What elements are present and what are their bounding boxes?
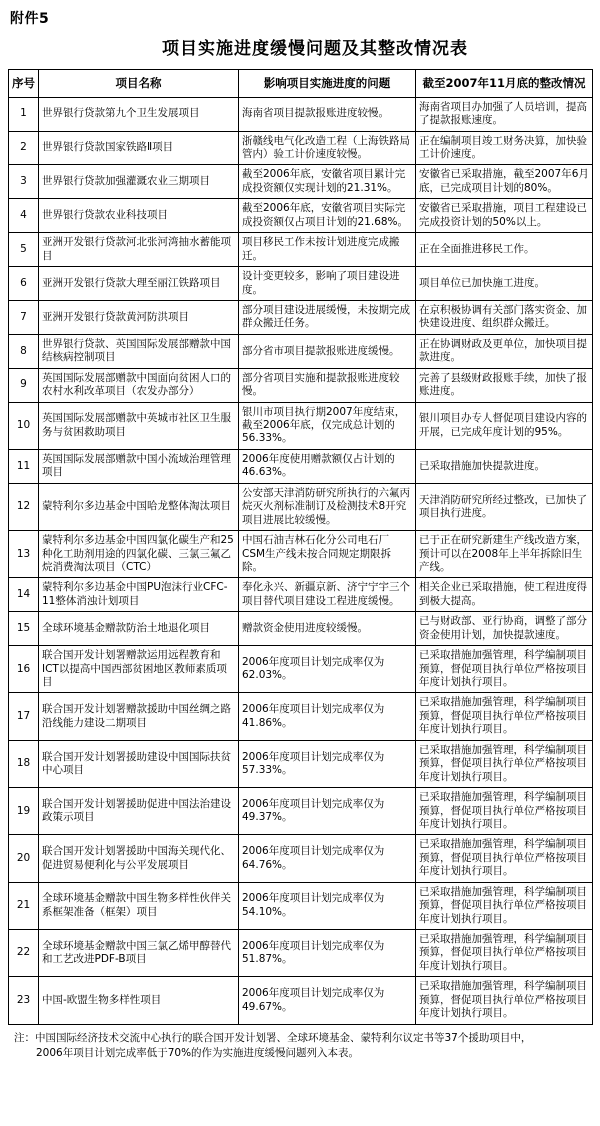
page-title: 项目实施进度缓慢问题及其整改情况表 [162,39,468,59]
cell-rectification: 已采取措施加强管理，科学编制项目预算，督促项目执行单位严格按项目年度计划执行项目。 [416,646,593,693]
column-header-fix: 截至2007年11月底的整改情况 [416,70,593,98]
cell-rectification: 海南省项目办加强了人员培训，提高了提款报账速度。 [416,97,593,131]
cell-no: 22 [9,930,39,977]
cell-project-name: 联合国开发计划署赠款援助中国丝绸之路沿线能力建设二期项目 [39,693,239,740]
table-row [9,977,593,1024]
progress-issues-table [8,69,593,1025]
cell-project-name: 世界银行贷款农业科技项目 [39,199,239,233]
cell-project-name: 世界银行贷款国家铁路Ⅱ项目 [39,131,239,165]
cell-problem: 2006年度项目计划完成率仅为54.10%。 [239,882,416,929]
table-row [9,646,593,693]
cell-project-name: 蒙特利尔多边基金中国四氯化碳生产和25种化工助剂用途的四氯化碳、三氯三氟乙烷消费淘汰项目（CTC） [39,531,239,578]
cell-rectification: 安徽省已采取措施，项目工程建设已完成投资计划的50%以上。 [416,199,593,233]
column-header-name: 项目名称 [39,70,239,98]
table-row [9,131,593,165]
cell-problem: 奉化永兴、新疆京新、济宁宁宇三个项目替代项目建设工程进度缓慢。 [239,578,416,612]
cell-problem: 2006年度项目计划完成率仅为41.86%。 [239,693,416,740]
cell-no: 21 [9,882,39,929]
cell-no: 17 [9,693,39,740]
table-row [9,402,593,449]
column-header-problem: 影响项目实施进度的问题 [239,70,416,98]
cell-no: 10 [9,402,39,449]
table-row [9,578,593,612]
table-row [9,930,593,977]
table-note [14,1031,590,1061]
cell-project-name: 联合国开发计划署援助促进中国法治建设政策示项目 [39,788,239,835]
cell-no: 16 [9,646,39,693]
table-row [9,449,593,483]
cell-project-name: 全球环境基金赠款中国三氯乙烯甲醇替代和工艺改进PDF-B项目 [39,930,239,977]
table-row [9,199,593,233]
cell-project-name: 蒙特利尔多边基金中国PU泡沫行业CFC-11整体消浊计划项目 [39,578,239,612]
cell-problem: 2006年度项目计划完成率仅为49.37%。 [239,788,416,835]
cell-problem: 项目移民工作未按计划进度完成搬迁。 [239,233,416,267]
cell-no: 1 [9,97,39,131]
cell-rectification: 已采取措施加强管理，科学编制项目预算，督促项目执行单位严格按项目年度计划执行项目。 [416,930,593,977]
table-header-row [9,70,593,98]
cell-problem: 公安部天津消防研究所执行的六氟丙烷灭火剂标准制订及检测技术8开究项目进展比较缓慢。 [239,483,416,530]
cell-problem: 2006年度使用赠款额仅占计划的46.63%。 [239,449,416,483]
cell-rectification: 已采取措施加强管理，科学编制项目预算，督促项目执行单位严格按项目年度计划执行项目。 [416,835,593,882]
cell-rectification: 在京积极协调有关部门落实资金、加快建设进度、组织群众搬迁。 [416,300,593,334]
table-row [9,740,593,787]
cell-project-name: 全球环境基金赠款中国生物多样性伙伴关系框架准备（框架）项目 [39,882,239,929]
table-row [9,233,593,267]
cell-problem: 赠款资金使用进度较缓慢。 [239,612,416,646]
cell-problem: 截至2006年底，安徽省项目累计完成投资额仅实现计划的21.31%。 [239,165,416,199]
table-row [9,835,593,882]
cell-no: 20 [9,835,39,882]
table-row [9,368,593,402]
cell-problem: 中国石油吉林石化分公司电石厂CSM生产线未按合同规定期限拆除。 [239,531,416,578]
cell-rectification: 已采取措施加强管理，科学编制项目预算，督促项目执行单位严格按项目年度计划执行项目。 [416,740,593,787]
cell-project-name: 世界银行贷款、英国国际发展部赠款中国结核病控制项目 [39,334,239,368]
cell-project-name: 亚洲开发银行贷款大理至丽江铁路项目 [39,267,239,301]
table-row [9,693,593,740]
cell-problem: 部分项目建设进展缓慢，未按期完成群众搬迁任务。 [239,300,416,334]
cell-project-name: 联合国开发计划署援助中国海关现代化、促进贸易便利化与公平发展项目 [39,835,239,882]
cell-rectification: 已采取措施加强管理，科学编制项目预算，督促项目执行单位严格按项目年度计划执行项目。 [416,882,593,929]
cell-rectification: 已采取措施加强管理，科学编制项目预算，督促项目执行单位严格按项目年度计划执行项目。 [416,977,593,1024]
attachment-number: 附件5 [10,11,50,27]
table-row [9,612,593,646]
cell-no: 14 [9,578,39,612]
note-line-2: 2006年项目计划完成率低于70%的作为实施进度缓慢问题列入本表。 [36,1046,360,1059]
cell-project-name: 中国-欧盟生物多样性项目 [39,977,239,1024]
cell-rectification: 已采取措施加强管理，科学编制项目预算，督促项目执行单位严格按项目年度计划执行项目。 [416,693,593,740]
cell-no: 6 [9,267,39,301]
cell-no: 13 [9,531,39,578]
cell-rectification: 正在编制项目竣工财务决算，加快验工计价速度。 [416,131,593,165]
cell-problem: 2006年度项目计划完成率仅为64.76%。 [239,835,416,882]
cell-problem: 2006年度项目计划完成率仅为51.87%。 [239,930,416,977]
cell-rectification: 安徽省已采取措施，截至2007年6月底，已完成项目计划的80%。 [416,165,593,199]
cell-project-name: 英国国际发展部赠款中英城市社区卫生服务与贫困救助项目 [39,402,239,449]
cell-problem: 浙赣线电气化改造工程（上海铁路局管内）验工计价速度较慢。 [239,131,416,165]
table-row [9,165,593,199]
cell-no: 12 [9,483,39,530]
cell-no: 2 [9,131,39,165]
cell-no: 8 [9,334,39,368]
table-row [9,483,593,530]
cell-no: 23 [9,977,39,1024]
cell-rectification: 项目单位已加快施工进度。 [416,267,593,301]
table-row [9,300,593,334]
cell-project-name: 英国国际发展部赠款中国面向贫困人口的农村水利改革项目（农发办部分） [39,368,239,402]
cell-no: 11 [9,449,39,483]
cell-rectification: 银川项目办专人督促项目建设内容的开展，已完成年度计划的95%。 [416,402,593,449]
cell-rectification: 天津消防研究所经过整改，已加快了项目执行进度。 [416,483,593,530]
table-row [9,267,593,301]
cell-problem: 2006年度项目计划完成率仅为57.33%。 [239,740,416,787]
table-body [9,97,593,1024]
cell-problem: 2006年度项目计划完成率仅为49.67%。 [239,977,416,1024]
cell-project-name: 联合国开发计划署援助建设中国国际扶贫中心项目 [39,740,239,787]
cell-rectification: 正在协调财政及更单位，加快项目提款进度。 [416,334,593,368]
cell-rectification: 相关企业已采取措施，使工程进度得到极大提高。 [416,578,593,612]
cell-no: 4 [9,199,39,233]
cell-problem: 2006年度项目计划完成率仅为62.03%。 [239,646,416,693]
cell-no: 9 [9,368,39,402]
table-row [9,97,593,131]
cell-project-name: 世界银行贷款第九个卫生发展项目 [39,97,239,131]
cell-rectification: 已采取措施加快提款进度。 [416,449,593,483]
cell-project-name: 亚洲开发银行贷款河北张河湾抽水蓄能项目 [39,233,239,267]
cell-project-name: 全球环境基金赠款防治土地退化项目 [39,612,239,646]
column-header-no: 序号 [9,70,39,98]
cell-problem: 银川市项目执行期2007年度结束，截至2006年底，仅完成总计划的56.33%。 [239,402,416,449]
table-row [9,882,593,929]
cell-no: 15 [9,612,39,646]
cell-no: 7 [9,300,39,334]
cell-rectification: 正在全面推进移民工作。 [416,233,593,267]
cell-problem: 部分省项目实施和提款报账进度较慢。 [239,368,416,402]
cell-project-name: 蒙特利尔多边基金中国哈龙整体淘汰项目 [39,483,239,530]
cell-project-name: 英国国际发展部赠款中国小流域治理管理项目 [39,449,239,483]
cell-problem: 截至2006年底，安徽省项目实际完成投资额仅占项目计划的21.68%。 [239,199,416,233]
cell-problem: 设计变更较多，影响了项目建设进度。 [239,267,416,301]
cell-problem: 部分省市项目提款报账进度缓慢。 [239,334,416,368]
cell-no: 19 [9,788,39,835]
cell-no: 18 [9,740,39,787]
note-line-1: 注：中国国际经济技术交流中心执行的联合国开发计划署、全球环境基金、蒙特利尔议定书等37个援助项目中， [14,1031,532,1044]
table-row [9,788,593,835]
cell-project-name: 联合国开发计划署赠款运用远程教育和ICT以提高中国西部贫困地区教师素质项目 [39,646,239,693]
cell-no: 5 [9,233,39,267]
cell-rectification: 已与财政部、亚行协商，调整了部分资金使用计划，加快提款速度。 [416,612,593,646]
cell-no: 3 [9,165,39,199]
cell-rectification: 已于正在研究新建生产线改造方案，预计可以在2008年上半年拆除旧生产线。 [416,531,593,578]
cell-project-name: 世界银行贷款加强灌溉农业三期项目 [39,165,239,199]
cell-rectification: 已采取措施加强管理，科学编制项目预算，督促项目执行单位严格按项目年度计划执行项目。 [416,788,593,835]
cell-problem: 海南省项目提款报账进度较慢。 [239,97,416,131]
table-row [9,531,593,578]
cell-rectification: 完善了县级财政报账手续，加快了报账进度。 [416,368,593,402]
cell-project-name: 亚洲开发银行贷款黄河防洪项目 [39,300,239,334]
table-row [9,334,593,368]
